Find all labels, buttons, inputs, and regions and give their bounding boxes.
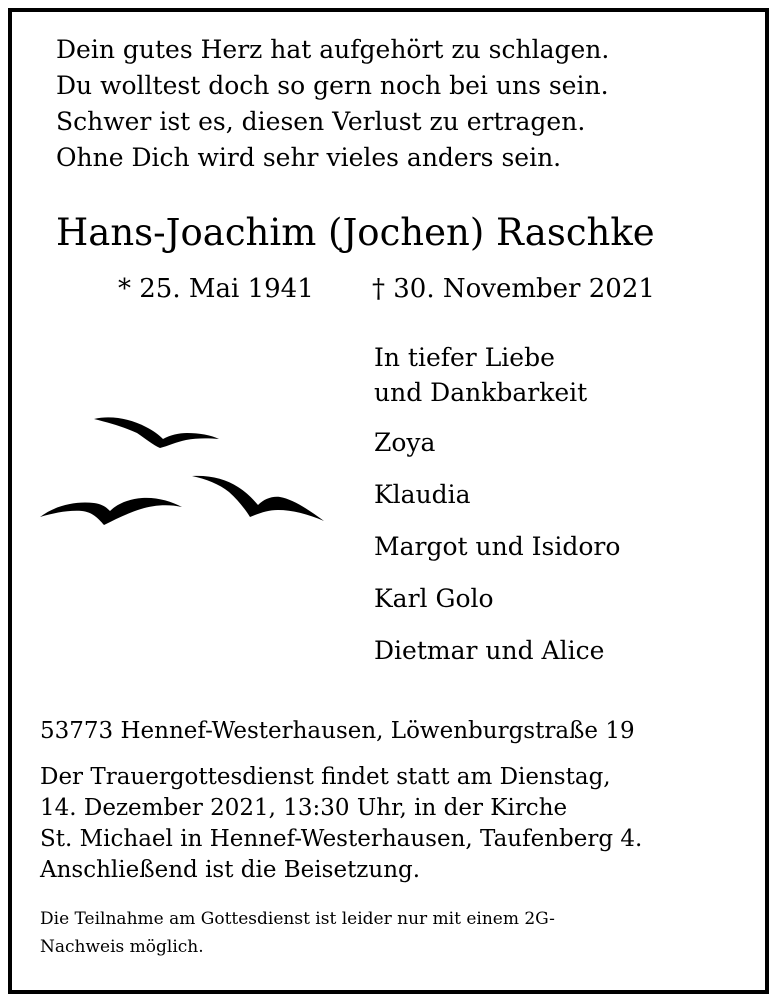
mourning-intro-line: In tiefer Liebe: [374, 343, 555, 372]
poem-line: Dein gutes Herz hat aufgehört zu schlagen.: [56, 35, 610, 64]
poem-line: Schwer ist es, diesen Verlust zu ertragen.: [56, 107, 586, 136]
mourner-name: Zoya: [374, 428, 436, 457]
birth-date: * 25. Mai 1941: [118, 274, 314, 304]
mourner-name: Margot und Isidoro: [374, 532, 621, 561]
bird-icon: [94, 417, 219, 448]
bird-icon: [192, 476, 324, 521]
poem-line: Ohne Dich wird sehr vieles anders sein.: [56, 143, 562, 172]
poem-line: Du wolltest doch so gern noch bei uns sein.: [56, 71, 609, 100]
bird-icon: [40, 498, 182, 525]
mourner-name: Klaudia: [374, 480, 471, 509]
note-line: Die Teilnahme am Gottesdienst ist leider nur mit einem 2G-: [40, 909, 555, 929]
memorial-poem: [56, 32, 756, 176]
mourner-name: Dietmar und Alice: [374, 636, 605, 665]
mourner-list: [374, 425, 620, 685]
attendance-note: [40, 905, 555, 961]
service-line: Der Trauergottesdienst findet statt am Dienstag,: [40, 764, 611, 790]
service-line: 14. Dezember 2021, 13:30 Uhr, in der Kirche: [40, 795, 568, 821]
note-line: Nachweis möglich.: [40, 937, 204, 957]
deceased-name: Hans-Joachim (Jochen) Raschke: [56, 211, 655, 254]
service-line: Anschließend ist die Beisetzung.: [40, 857, 421, 883]
mourning-intro: [374, 340, 587, 410]
mourning-intro-line: und Dankbarkeit: [374, 378, 588, 407]
death-date: † 30. November 2021: [372, 274, 655, 304]
service-details: [40, 762, 642, 886]
service-line: St. Michael in Hennef-Westerhausen, Taufenberg 4.: [40, 826, 643, 852]
family-address: 53773 Hennef-Westerhausen, Löwenburgstraße 19: [40, 718, 635, 744]
flying-birds-icon: [36, 405, 336, 530]
mourner-name: Karl Golo: [374, 584, 494, 613]
